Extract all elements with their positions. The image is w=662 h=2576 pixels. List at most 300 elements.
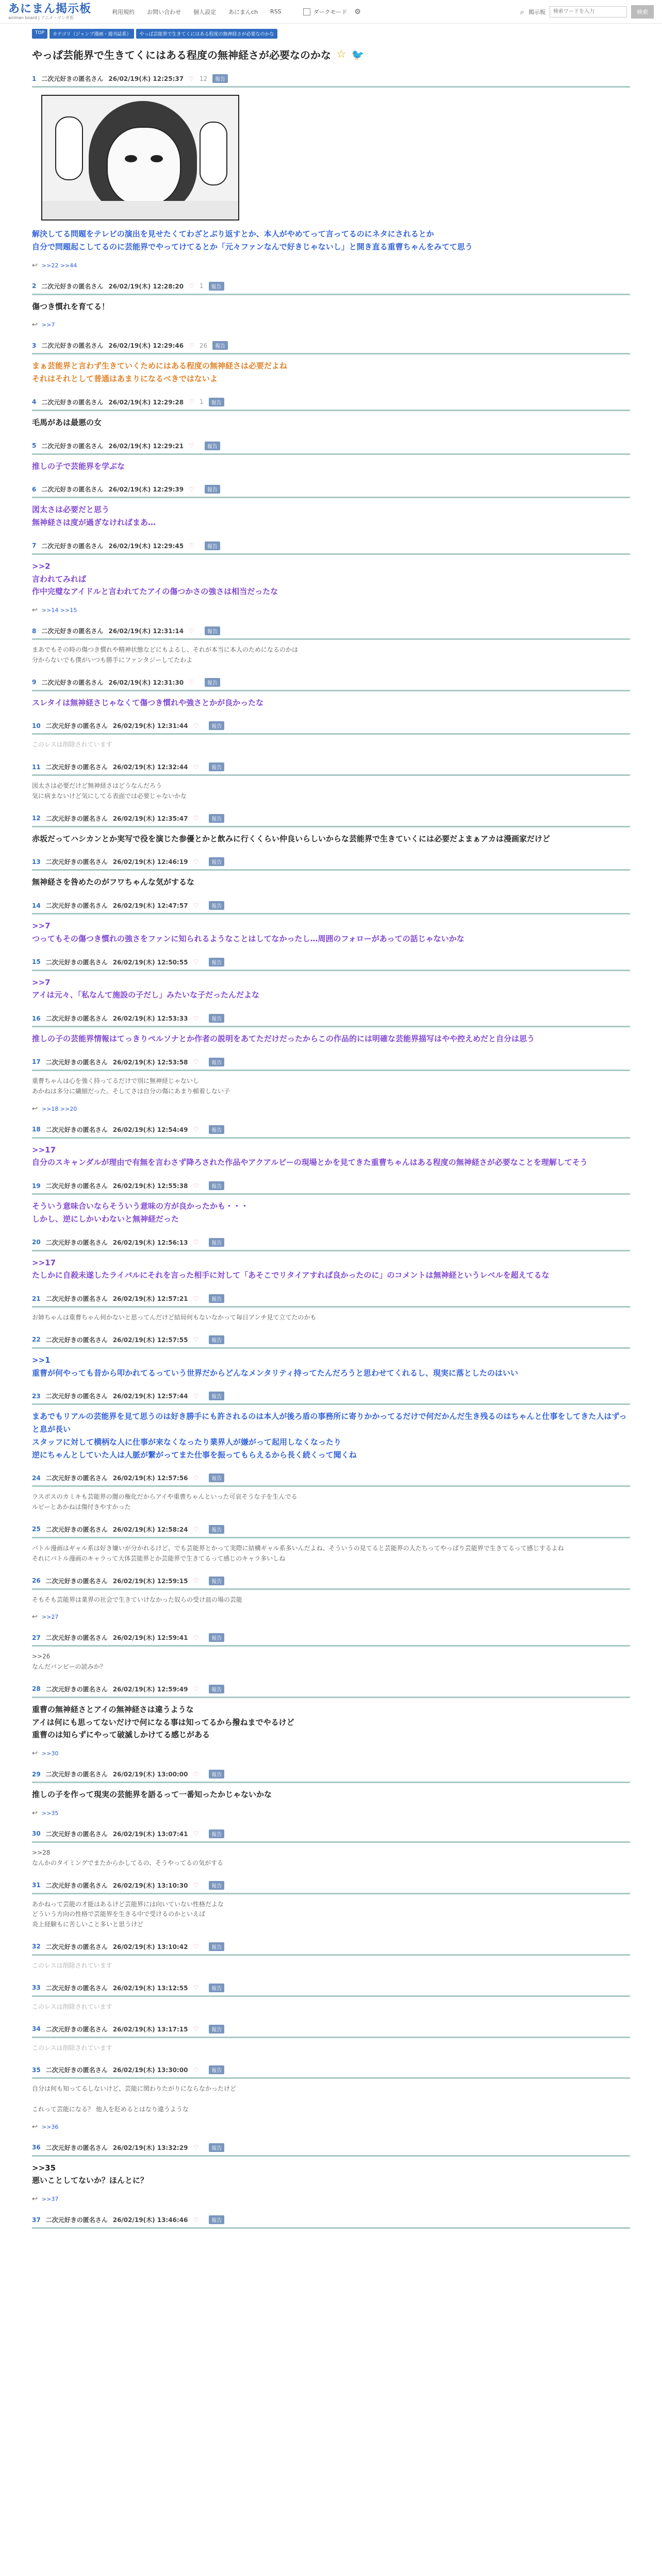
post-date: 26/02/19(木) 12:29:39 (108, 486, 184, 494)
reply-icon[interactable]: ↩ (32, 1105, 38, 1113)
report-button[interactable]: 報告 (209, 1473, 224, 1482)
reply-links[interactable]: >>35 (41, 1809, 59, 1817)
post (32, 1881, 630, 1930)
post-body: >>7 つってもその傷つき慣れの強さをファンに知られるようなことはしてなかったし…周囲のフォローがあっての話じゃないかな (32, 921, 465, 943)
post-date: 26/02/19(木) 12:46:19 (112, 858, 188, 866)
report-button[interactable]: 報告 (209, 2065, 224, 2074)
report-button[interactable]: 報告 (209, 1881, 224, 1890)
post-date: 26/02/19(木) 13:10:42 (112, 1943, 188, 1951)
post (32, 282, 630, 329)
report-button[interactable]: 報告 (209, 762, 224, 771)
report-button[interactable]: 報告 (209, 1392, 224, 1400)
reply-links[interactable]: >>36 (41, 2123, 59, 2130)
heart-icon[interactable]: ♡ (193, 1830, 199, 1838)
post-number[interactable]: 17 (32, 1058, 41, 1066)
nav-terms[interactable]: 利用規約 (112, 8, 135, 15)
report-button[interactable]: 報告 (209, 2215, 224, 2224)
reply-links[interactable]: >>27 (41, 1614, 59, 1621)
post-number[interactable]: 6 (32, 485, 37, 493)
post-author: 二次元好きの匿名さん (45, 1882, 108, 1889)
post-footer (32, 1613, 630, 1621)
post (32, 1473, 630, 1513)
post-author: 二次元好きの匿名さん (45, 902, 108, 910)
post (32, 1014, 630, 1045)
post (32, 814, 630, 845)
post-number[interactable]: 5 (32, 442, 37, 449)
post-list (32, 74, 630, 2229)
post-number[interactable]: 19 (32, 1182, 41, 1190)
reply-icon[interactable]: ↩ (32, 606, 38, 614)
like-count: 1 (199, 282, 204, 290)
heart-icon[interactable]: ♡ (193, 958, 199, 966)
post-number[interactable]: 2 (32, 282, 37, 290)
post-date: 26/02/19(木) 12:28:20 (108, 282, 184, 290)
post-author: 二次元好きの匿名さん (41, 342, 104, 350)
post-author: 二次元好きの匿名さん (41, 75, 104, 82)
heart-icon[interactable]: ♡ (193, 1685, 199, 1693)
post-body: >>17 自分のスキャンダルが理由で有無を言わさず降ろされた作品やアクアルビーの現場とかを見てきた重曹ちゃんはある程度の無神経さが必要なことを理解してそう (32, 1145, 588, 1167)
post-date: 26/02/19(木) 12:35:47 (112, 815, 188, 822)
report-button[interactable]: 報告 (209, 814, 224, 823)
post-number[interactable]: 10 (32, 722, 41, 730)
post-date: 26/02/19(木) 13:30:00 (112, 2066, 188, 2074)
heart-icon[interactable]: ♡ (193, 1526, 199, 1533)
darkmode-label: ダークモード (313, 8, 347, 15)
post-date: 26/02/19(木) 12:29:46 (108, 342, 184, 350)
post-number[interactable]: 24 (32, 1474, 41, 1482)
post-date: 26/02/19(木) 12:55:38 (112, 1182, 188, 1190)
report-button[interactable]: 報告 (209, 1238, 224, 1247)
post-author: 二次元好きの匿名さん (45, 1685, 108, 1693)
post-body: >>17 たしかに自殺未遂したライバルにそれを言った相手に対して「あそこでリタイアすれば良かったのに」のコメントは無神経というレベルを超えてるな (32, 1258, 550, 1280)
heart-icon[interactable]: ♡ (193, 1058, 199, 1066)
post-date: 26/02/19(木) 13:00:00 (112, 1771, 188, 1778)
post-divider (32, 553, 630, 555)
post-date: 26/02/19(木) 12:50:55 (112, 958, 188, 966)
manga-speech-bubble (55, 116, 83, 180)
post-body: そういう意味合いならそういう意味の方が良かったかも・・・ しかし、逆にしかいわないと無神経だった (32, 1201, 249, 1224)
heart-icon[interactable]: ♡ (193, 2025, 199, 2033)
post-header (32, 1335, 630, 1344)
post-author: 二次元好きの匿名さん (45, 1336, 108, 1344)
post (32, 721, 630, 750)
post-divider (32, 826, 630, 827)
post-divider (32, 1645, 630, 1647)
report-button[interactable]: 報告 (209, 1125, 224, 1134)
post-author: 二次元好きの匿名さん (45, 2144, 108, 2151)
report-button[interactable]: 報告 (209, 721, 224, 730)
reply-icon[interactable]: ↩ (32, 1750, 38, 1758)
post-number[interactable]: 14 (32, 902, 41, 909)
post-header (32, 1633, 630, 1642)
heart-icon[interactable]: ♡ (189, 485, 194, 493)
report-button[interactable]: 報告 (209, 1525, 224, 1534)
post-header (32, 1125, 630, 1134)
post-divider (32, 1306, 630, 1308)
heart-icon[interactable]: ♡ (193, 1634, 199, 1641)
post-header (32, 1473, 630, 1482)
post-divider (32, 970, 630, 971)
reply-icon[interactable]: ↩ (32, 2123, 38, 2131)
post-number[interactable]: 22 (32, 1336, 41, 1344)
heart-icon[interactable]: ♡ (193, 2216, 199, 2224)
report-button[interactable]: 報告 (209, 2143, 224, 2152)
post-body: 推しの子の芸能界情報はてっきりペルソナとか作者の説明をあてただけだったからこの作品的には明確な芸能界描写はやや控えめだと自分は思う (32, 1034, 535, 1044)
post-header (32, 678, 630, 687)
post-body: >>7 アイは元々、「私なんて施設の子だし」みたいな子だったんだよな (32, 977, 260, 1000)
post-divider (32, 1250, 630, 1251)
twitter-bird-icon[interactable]: 🐦 (351, 48, 365, 61)
post-number[interactable]: 28 (32, 1685, 41, 1693)
heart-icon[interactable]: ♡ (193, 902, 199, 909)
heart-icon[interactable]: ♡ (193, 722, 199, 730)
post-body: バトル漫画はギャル系は好き嫌いが分かれるけど、でも芸能界とかって実際に結構ギャル系多いんだよね、そういうの見てると芸能界の人たちってやっぱり芸能界で生きてるって感じするよね それにバトル漫画のキャラって大体芸能界とか芸能界で生きてるって感じのキャラ多いしね (32, 1544, 564, 1562)
post-date: 26/02/19(木) 12:53:33 (112, 1015, 188, 1023)
heart-icon[interactable]: ♡ (193, 1474, 199, 1482)
heart-icon[interactable]: ♡ (193, 858, 199, 866)
post-number[interactable]: 8 (32, 627, 37, 635)
reply-links[interactable]: >>14 >>15 (41, 607, 77, 614)
post (32, 901, 630, 945)
report-button[interactable]: 報告 (209, 1984, 224, 1992)
report-button[interactable]: 報告 (209, 958, 224, 967)
post-number[interactable]: 20 (32, 1239, 41, 1246)
post-date: 26/02/19(木) 12:32:44 (112, 764, 188, 771)
post-divider (32, 913, 630, 914)
post-author: 二次元好きの匿名さん (45, 1239, 108, 1246)
post-body: >>26 なんだバンビーの読みか？ (32, 1653, 106, 1671)
search-input[interactable] (550, 6, 627, 18)
post-date: 26/02/19(木) 13:17:15 (112, 2025, 188, 2033)
post-body: まぁ芸能界と言わず生きていくためにはある程度の無神経さは必要だよね それはそれとして普通はあまりになるべきではないよ (32, 361, 288, 383)
post-body: このレスは削除されています (32, 2044, 112, 2052)
nav-rss[interactable]: RSS (270, 8, 282, 15)
heart-icon[interactable]: ♡ (193, 1577, 199, 1585)
post-footer (32, 1809, 630, 1817)
post-header (32, 74, 630, 83)
report-button[interactable]: 報告 (205, 541, 220, 550)
reply-links[interactable]: >>22 >>44 (41, 262, 77, 269)
report-button[interactable]: 報告 (209, 1770, 224, 1778)
search-button[interactable]: 検索 (631, 5, 654, 19)
post-date: 26/02/19(木) 12:29:21 (108, 442, 184, 450)
reply-icon[interactable]: ↩ (32, 321, 38, 329)
site-header (0, 0, 662, 24)
reply-links[interactable]: >>18 >>20 (41, 1105, 77, 1112)
nav-contact[interactable]: お問い合わせ (147, 8, 181, 15)
report-button[interactable]: 報告 (209, 398, 224, 406)
post (32, 2215, 630, 2229)
post-header (32, 958, 630, 967)
post-body: 推しの子で芸能界を学ぶな (32, 461, 125, 471)
report-button[interactable]: 報告 (212, 341, 228, 350)
post-body: あかねって芸能の才能はあるけど芸能界には向いていない性格だよな どういう方向の性格で芸能界を生きる中で受けるのかといえば 炎上経験もに苦しいこと多いと思うけど (32, 1900, 224, 1928)
post-number[interactable]: 21 (32, 1295, 41, 1302)
report-button[interactable]: 報告 (209, 1633, 224, 1642)
manga-face (107, 127, 181, 206)
report-button[interactable]: 報告 (209, 857, 224, 866)
post (32, 1294, 630, 1323)
post-number[interactable]: 29 (32, 1770, 41, 1778)
report-button[interactable]: 報告 (209, 1181, 224, 1190)
post-number[interactable]: 1 (32, 75, 37, 82)
post-divider (32, 638, 630, 640)
post-divider (32, 453, 630, 455)
post-body: >>2 言われてみれば 作中完璧なアイドルと言われてたアイの傷つかさの強さは相当だったな (32, 561, 278, 597)
post-date: 26/02/19(木) 12:31:14 (108, 628, 184, 635)
post-header (32, 282, 630, 291)
post-body: ラスボスのカミキも芸能界の闇の権化だからアイや重曹ちゃんといった可哀そうな子を生んでる ルビーとあかねは傷付きやすかった (32, 1493, 297, 1511)
post-number[interactable]: 12 (32, 815, 41, 822)
report-button[interactable]: 報告 (209, 1685, 224, 1693)
report-button[interactable]: 報告 (209, 901, 224, 910)
post-divider (32, 1841, 630, 1843)
heart-icon[interactable]: ♡ (193, 1984, 199, 1992)
post (32, 1125, 630, 1170)
post-body: 重曹ちゃんは心を強く持ってるだけで別に無神経じゃないし あかねは多分に繊細だった。そしてさは自分の傷にあまり頓着しない子 (32, 1077, 230, 1095)
report-button[interactable]: 報告 (205, 442, 220, 450)
post-divider (32, 1485, 630, 1487)
post (32, 1984, 630, 2012)
report-button[interactable]: 報告 (205, 485, 220, 494)
report-button[interactable]: 報告 (205, 626, 220, 635)
post-divider (32, 2037, 630, 2038)
heart-icon[interactable]: ♡ (193, 1336, 199, 1344)
post-body: 毛馬があは最悪の女 (32, 417, 102, 427)
heart-icon[interactable]: ♡ (189, 398, 194, 406)
report-button[interactable]: 報告 (209, 1335, 224, 1344)
post-header (32, 2065, 630, 2074)
logo-text: あにまん掲示板 (8, 2, 92, 15)
post-number[interactable]: 34 (32, 2025, 41, 2033)
post-divider (32, 2227, 630, 2229)
post-number[interactable]: 32 (32, 1943, 41, 1951)
post-divider (32, 497, 630, 498)
post-body: まあでもリアルの芸能界を見て思うのは好き勝手にも許されるのは本人が後ろ盾の事務所に寄りかかってるだけで何だかんだ生き残るのはちゃんと仕事をしてきた人はずっと息が長い スタッフに対して横柄な人に仕事が来なくなったり業界人が嫌がって起用しなくなったり 逆にちゃんとしていた人は人脈が繋がってまた仕事を振ってもらえるから長く続くって聞くね (32, 1412, 627, 1460)
post-footer (32, 1750, 630, 1757)
post-number[interactable]: 9 (32, 679, 37, 686)
breadcrumb-top[interactable]: TOP (32, 29, 47, 39)
heart-icon[interactable]: ♡ (193, 1295, 199, 1302)
heart-icon[interactable]: ♡ (189, 627, 194, 635)
post-date: 26/02/19(木) 12:54:49 (112, 1126, 188, 1133)
favorite-star-icon[interactable]: ☆ (336, 48, 346, 61)
post-author: 二次元好きの匿名さん (41, 542, 104, 550)
post-number[interactable]: 16 (32, 1014, 41, 1022)
post (32, 1238, 630, 1282)
post-number[interactable]: 30 (32, 1830, 41, 1838)
post (32, 1181, 630, 1226)
breadcrumb-category[interactable]: カテゴリ（ジャンプ漫画・週刊誌系） (49, 29, 134, 39)
post-header (32, 2215, 630, 2224)
post-header (32, 1392, 630, 1400)
post-header (32, 1014, 630, 1023)
post (32, 2025, 630, 2054)
heart-icon[interactable]: ♡ (193, 1392, 199, 1400)
post-author: 二次元好きの匿名さん (41, 442, 104, 450)
report-button[interactable]: 報告 (209, 2025, 224, 2033)
post-date: 26/02/19(木) 12:31:30 (108, 679, 184, 686)
post-divider (32, 2155, 630, 2157)
heart-icon[interactable]: ♡ (193, 1882, 199, 1889)
post-header (32, 1881, 630, 1890)
reply-links[interactable]: >>37 (41, 2196, 59, 2203)
reply-icon[interactable]: ↩ (32, 261, 38, 269)
report-button[interactable]: 報告 (209, 1014, 224, 1023)
post-number[interactable]: 36 (32, 2144, 41, 2151)
heart-icon[interactable]: ♡ (189, 542, 194, 550)
nav-settings[interactable]: 個人設定 (193, 8, 217, 15)
heart-icon[interactable]: ♡ (193, 763, 199, 771)
post-body: >>1 重曹が何やっても昔から叩かれてるっていう世界だからどんなメンタリティ持ってたんだろうと思わせてくれるし、現実に落としたのはいい (32, 1355, 518, 1378)
report-button[interactable]: 報告 (209, 1942, 224, 1951)
post-number[interactable]: 25 (32, 1526, 41, 1533)
report-button[interactable]: 報告 (209, 282, 224, 291)
post-body: 解決してる問題をテレビの演出を見せたくてわざとぶり返すとか、本人がやめてって言ってるのにネタにされるとか 自分で問題起こしてるのに芸能界でやってけてるとか「元々ファンなんで好きじゃないし」と開き直る重曹ちゃんをみてて思う (32, 229, 473, 251)
post-author: 二次元好きの匿名さん (45, 858, 108, 866)
post-header (32, 814, 630, 823)
post-date: 26/02/19(木) 12:58:24 (112, 1526, 188, 1533)
post-header (32, 442, 630, 450)
post-number[interactable]: 18 (32, 1126, 41, 1133)
post-body: まあでもその時の傷つき慣れや精神状態などにもよるし、それが本当に本人のためになるのかは 分からないでも僕がいつも勝手にファンタジーしてたわよ (32, 646, 299, 664)
post-divider (32, 690, 630, 691)
post-author: 二次元好きの匿名さん (45, 1771, 108, 1778)
reply-links[interactable]: >>30 (41, 1750, 59, 1757)
post-number[interactable]: 4 (32, 398, 37, 406)
post-date: 26/02/19(木) 12:47:57 (112, 902, 188, 910)
post-author: 二次元好きの匿名さん (45, 764, 108, 771)
post-number[interactable]: 7 (32, 542, 37, 550)
post-author: 二次元好きの匿名さん (45, 1126, 108, 1133)
darkmode-checkbox[interactable] (303, 8, 310, 15)
post-date: 26/02/19(木) 12:59:41 (112, 1634, 188, 1642)
post-header (32, 485, 630, 494)
post-footer (32, 262, 630, 269)
post-author: 二次元好きの匿名さん (45, 2066, 108, 2074)
report-button[interactable]: 報告 (209, 1829, 224, 1838)
report-button[interactable]: 報告 (209, 1058, 224, 1066)
post-author: 二次元好きの匿名さん (45, 1393, 108, 1400)
post-header (32, 1181, 630, 1190)
post-body: 図太さは必要だけど無神経さはどうなんだろう 気に病まないけど気にしてる表面では必要じゃないかな (32, 782, 187, 800)
reply-links[interactable]: >>7 (41, 321, 55, 329)
post-divider (32, 1347, 630, 1349)
post-divider (32, 1193, 630, 1195)
heart-icon[interactable]: ♡ (193, 1239, 199, 1246)
logo-tagline: animan board | アニメ・マンガ系 (8, 15, 74, 20)
heart-icon[interactable]: ♡ (193, 1014, 199, 1022)
post-date: 26/02/19(木) 12:53:58 (112, 1058, 188, 1066)
thread-title-row (32, 47, 630, 62)
post-date: 26/02/19(木) 13:12:55 (112, 1984, 188, 1992)
post-date: 26/02/19(木) 12:57:21 (112, 1295, 188, 1303)
post-divider (32, 294, 630, 295)
post-number[interactable]: 27 (32, 1634, 41, 1641)
report-button[interactable]: 報告 (209, 1294, 224, 1303)
post-author: 二次元好きの匿名さん (45, 2216, 108, 2224)
post-author: 二次元好きの匿名さん (45, 2025, 108, 2033)
post-number[interactable]: 3 (32, 342, 37, 349)
post-date: 26/02/19(木) 12:29:45 (108, 542, 184, 550)
post-divider (32, 2077, 630, 2079)
report-button[interactable]: 報告 (205, 678, 220, 687)
reply-icon[interactable]: ↩ (32, 1809, 38, 1817)
heart-icon[interactable]: ♡ (189, 342, 194, 349)
post-author: 二次元好きの匿名さん (45, 815, 108, 822)
post-header (32, 1238, 630, 1247)
search-area (520, 5, 654, 19)
post (32, 74, 630, 269)
report-button[interactable]: 報告 (212, 74, 228, 83)
reply-icon[interactable]: ↩ (32, 2195, 38, 2204)
post-number[interactable]: 37 (32, 2216, 41, 2224)
post-divider (32, 1537, 630, 1538)
post (32, 857, 630, 889)
post-body: そもそも芸能界は業界の社会で生きていけなかった奴らの受け皿の場の芸能 (32, 1596, 243, 1603)
post-header (32, 398, 630, 406)
post (32, 1829, 630, 1869)
darkmode-toggle[interactable] (303, 8, 361, 16)
post (32, 1058, 630, 1113)
post-date: 26/02/19(木) 12:59:15 (112, 1577, 188, 1585)
heart-icon[interactable]: ♡ (193, 1943, 199, 1951)
post-number[interactable]: 26 (32, 1577, 41, 1585)
post-author: 二次元好きの匿名さん (41, 679, 104, 686)
post-body: 自分は何も知ってるしないけど、芸能に関わりたがりにならなかったけど これって芸能になる？ 他人を貶めるとはなり違うような (32, 2085, 237, 2113)
post-number[interactable]: 33 (32, 1984, 41, 1992)
post-number[interactable]: 31 (32, 1882, 41, 1889)
post-footer (32, 2195, 630, 2203)
heart-icon[interactable]: ♡ (189, 679, 194, 686)
heart-icon[interactable]: ♡ (193, 1126, 199, 1133)
heart-icon[interactable]: ♡ (189, 442, 194, 449)
heart-icon[interactable]: ♡ (193, 1770, 199, 1778)
post-divider (32, 1697, 630, 1698)
thread-main (32, 47, 630, 2229)
heart-icon[interactable]: ♡ (189, 75, 194, 82)
post-header (32, 721, 630, 730)
post-header (32, 2143, 630, 2152)
post-number[interactable]: 23 (32, 1392, 41, 1400)
post-footer (32, 606, 630, 614)
site-logo[interactable] (8, 3, 91, 20)
post-number[interactable]: 15 (32, 958, 41, 966)
manga-eye (125, 155, 137, 162)
heart-icon[interactable]: ♡ (189, 282, 194, 290)
heart-icon[interactable]: ♡ (193, 2144, 199, 2151)
post-body: このレスは削除されています (32, 741, 112, 749)
post-divider (32, 869, 630, 871)
post-header (32, 1525, 630, 1534)
post-number[interactable]: 35 (32, 2066, 41, 2074)
report-button[interactable]: 報告 (209, 1577, 224, 1585)
heart-icon[interactable]: ♡ (193, 2066, 199, 2074)
post (32, 1633, 630, 1672)
post-number[interactable]: 13 (32, 858, 41, 866)
post-divider (32, 1070, 630, 1071)
post-body: スレタイは無神経さじゃなくて傷つき慣れや強さとかが良かったな (32, 698, 264, 707)
reply-icon[interactable]: ↩ (32, 1613, 38, 1621)
post-number[interactable]: 11 (32, 763, 41, 771)
breadcrumb-thread[interactable]: やっぱ芸能界で生きてくにはある程度の無神経さが必要なのかな (136, 29, 277, 39)
post-header (32, 857, 630, 866)
heart-icon[interactable]: ♡ (193, 1182, 199, 1190)
heart-icon[interactable]: ♡ (193, 815, 199, 822)
nav-animanch[interactable]: あにまんch (228, 8, 258, 15)
post-body: >>35 悪いことしてないか？ほんとに？ (32, 2163, 148, 2185)
gear-icon[interactable]: ⚙ (354, 7, 361, 16)
